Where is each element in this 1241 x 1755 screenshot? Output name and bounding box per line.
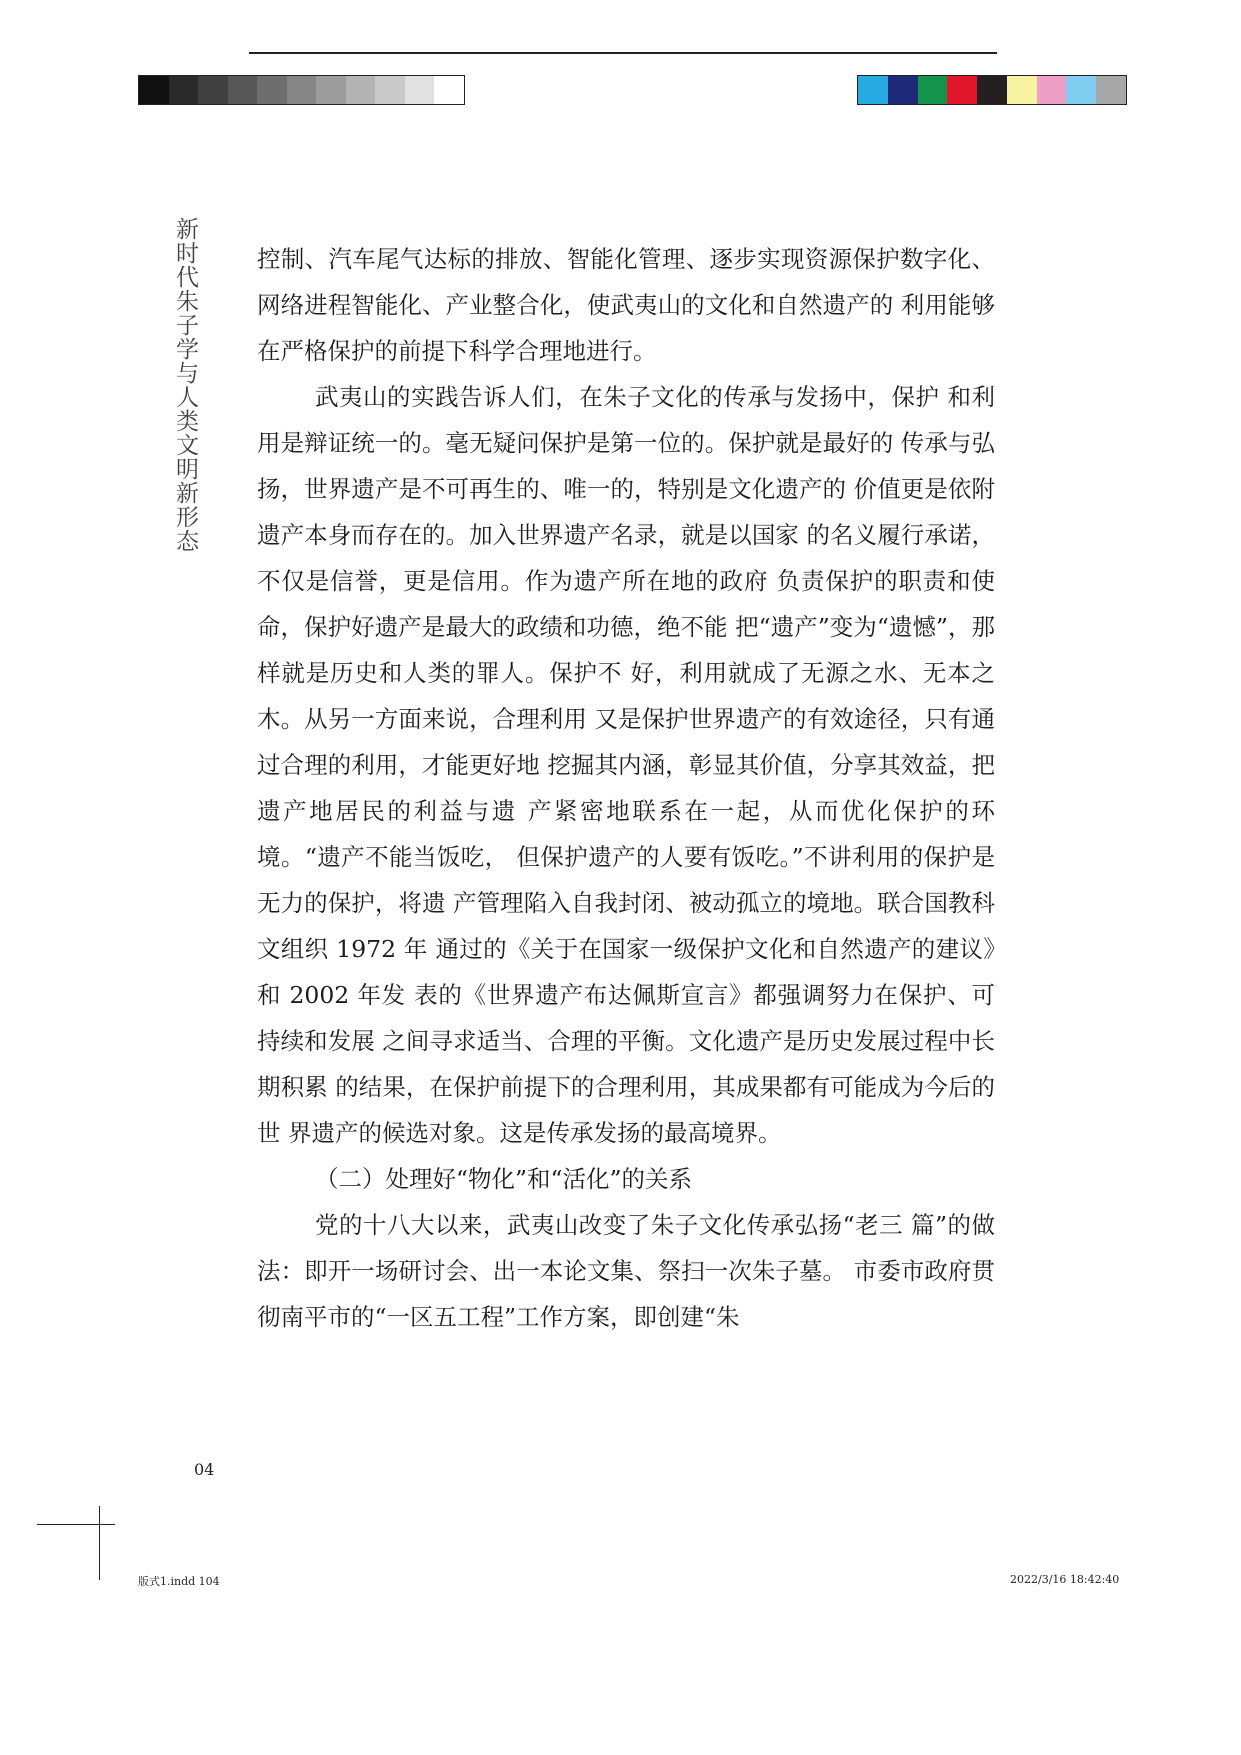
color-swatch <box>977 76 1007 104</box>
gray-swatch <box>346 76 376 104</box>
footer-timestamp: 2022/3/16 18:42:40 <box>1010 1573 1120 1586</box>
gray-swatch <box>434 76 464 104</box>
grayscale-color-bar <box>138 75 465 105</box>
gray-swatch <box>139 76 169 104</box>
paragraph: 武夷山的实践告诉人们，在朱子文化的传承与发扬中，保护 和利用是辩证统一的。毫无疑问保护是第一位的。保护就是最好的 传承与弘扬，世界遗产是不可再生的、唯一的，特别是文化遗产的 价值更是依附遗产本身而存在的。加入世界遗产名录，就是以国家 的名义履行承诺，不仅是信誉，更是信用。作为遗产所在地的政府 负责保护的职责和使命，保护好遗产是最大的政绩和功德，绝不能 把“遗产”变为“遗憾”，那样就是历史和人类的罪人。保护不 好，利用就成了无源之水、无本之木。从另一方面来说，合理利用 又是保护世界遗产的有效途径，只有通过合理的利用，才能更好地 挖掘其内涵，彰显其价值，分享其效益，把遗产地居民的利益与遗 产紧密地联系在一起，从而优化保护的环境。“遗产不能当饭吃， 但保护遗产的人要有饭吃。”不讲利用的保护是无力的保护，将遗 产管理陷入自我封闭、被动孤立的境地。联合国教科文组织 1972 年 通过的《关于在国家一级保护文化和自然遗产的建议》和 2002 年发 表的《世界遗产布达佩斯宣言》都强调努力在保护、可持续和发展 之间寻求适当、合理的平衡。文化遗产是历史发展过程中长期积累 的结果，在保护前提下的合理利用，其成果都有可能成为今后的世 界遗产的候选对象。这是传承发扬的最高境界。 <box>257 383 995 1147</box>
footer-file-name: 版式1.indd 104 <box>138 1575 220 1588</box>
gray-swatch <box>257 76 287 104</box>
top-rule <box>249 52 997 54</box>
body-text <box>257 236 995 1340</box>
running-head-vertical-title: 新时代朱子学与人类文明新形态 <box>172 217 198 553</box>
color-swatch <box>1066 76 1096 104</box>
crop-mark-horizontal <box>37 1524 115 1525</box>
gray-swatch <box>169 76 199 104</box>
gray-swatch <box>287 76 317 104</box>
gray-swatch <box>228 76 258 104</box>
process-color-bar <box>857 75 1127 105</box>
color-swatch <box>918 76 948 104</box>
color-swatch <box>947 76 977 104</box>
gray-swatch <box>375 76 405 104</box>
crop-mark-vertical <box>99 1506 100 1580</box>
page-number: 04 <box>194 1460 215 1479</box>
paragraph: 党的十八大以来，武夷山改变了朱子文化传承弘扬“老三 篇”的做法：即开一场研讨会、出一本论文集、祭扫一次朱子墓。 市委市政府贯彻南平市的“一区五工程”工作方案，即创建“朱 <box>257 1211 995 1331</box>
gray-swatch <box>198 76 228 104</box>
gray-swatch <box>405 76 435 104</box>
color-swatch <box>1096 76 1126 104</box>
paragraph-continuation: 控制、汽车尾气达标的排放、智能化管理、逐步实现资源保护数字化、网络进程智能化、产业整合化，使武夷山的文化和自然遗产的 利用能够在严格保护的前提下科学合理地进行。 <box>257 245 995 365</box>
color-swatch <box>1037 76 1067 104</box>
gray-swatch <box>316 76 346 104</box>
section-heading: （二）处理好“物化”和“活化”的关系 <box>315 1165 693 1193</box>
color-swatch <box>858 76 888 104</box>
color-swatch <box>1007 76 1037 104</box>
color-swatch <box>888 76 918 104</box>
